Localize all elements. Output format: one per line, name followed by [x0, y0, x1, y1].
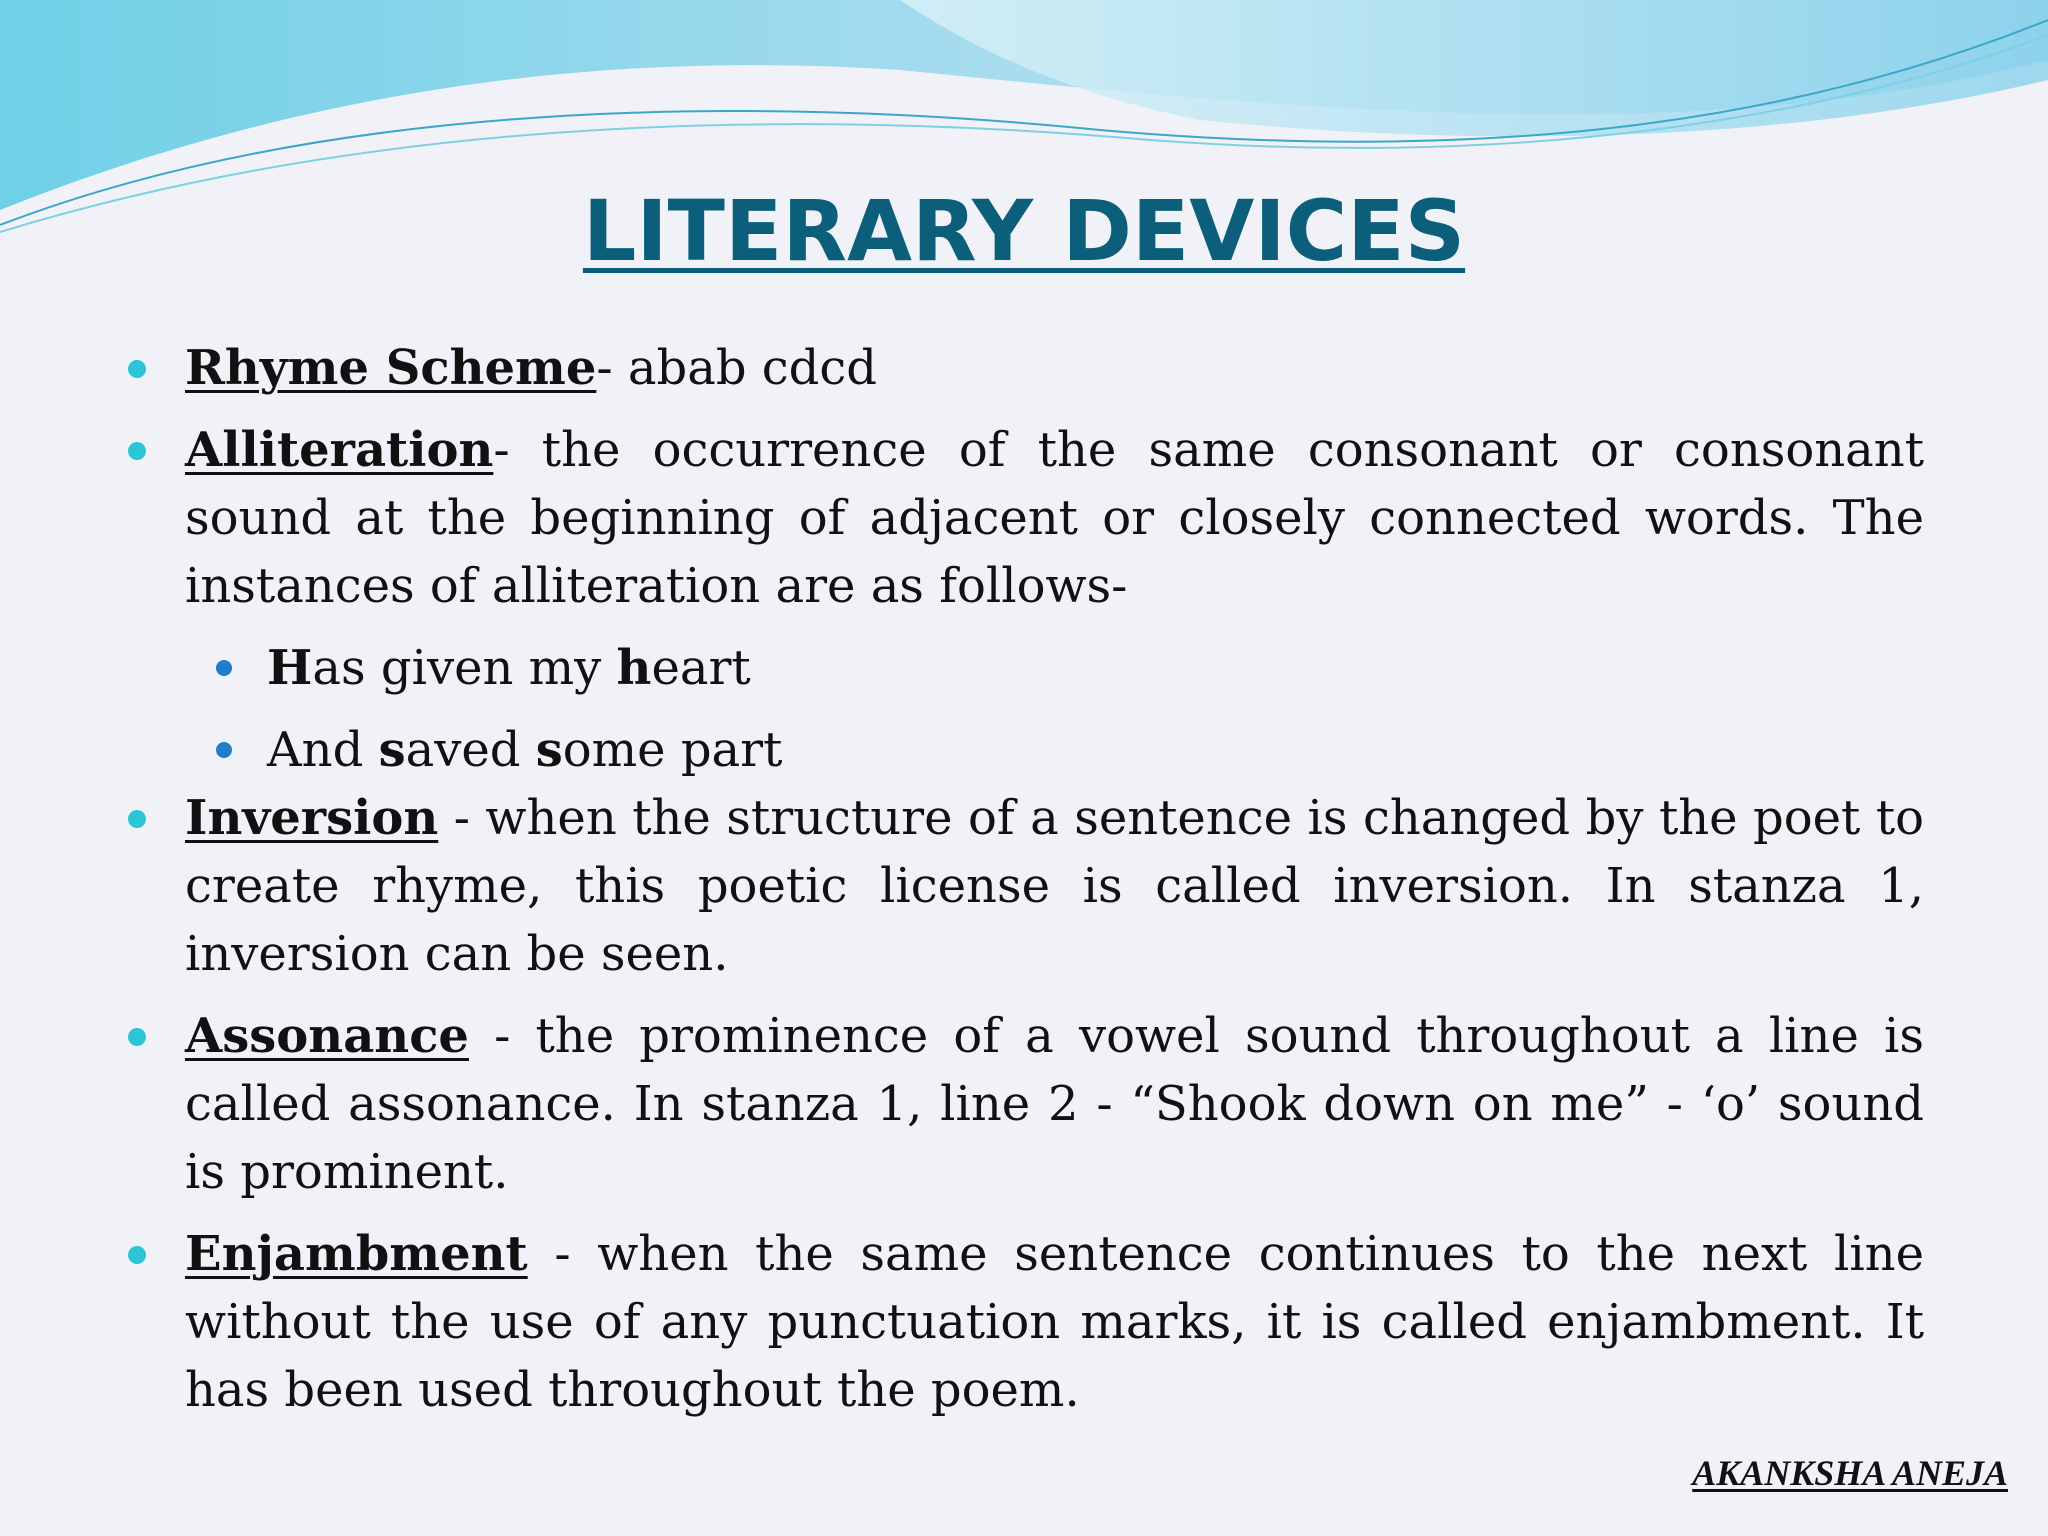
term-label: Assonance — [185, 1008, 469, 1064]
term-description: - when the structure of a sentence is changed by the poet to create rhyme, this poetic license is called inversion. In stanza 1, inversion can be seen. — [185, 790, 1924, 982]
sub-bullet-icon — [216, 660, 232, 676]
slide-title: LITERARY DEVICES — [582, 182, 1466, 280]
author-credit: AKANKSHA ANEJA — [1692, 1453, 2008, 1493]
term-description: - abab cdcd — [596, 340, 878, 396]
example-text: eart — [651, 640, 751, 696]
list-item-assonance — [128, 1002, 1924, 1206]
example-text: as given my — [312, 640, 617, 696]
list-item-alliteration — [128, 416, 1924, 620]
bullet-icon — [128, 810, 146, 828]
term-description: - when the same sentence continues to the next line without the use of any punctuation marks, it is called enjambment. It has been used throughout the poem. — [185, 1226, 1924, 1418]
alliteration-letter: H — [267, 640, 313, 696]
term-label: Inversion — [185, 790, 439, 846]
term-label: Alliteration — [185, 422, 494, 478]
bullet-icon — [128, 360, 146, 378]
slide-content — [128, 334, 1924, 1424]
term-label: Enjambment — [185, 1226, 528, 1282]
alliteration-letter: s — [378, 722, 406, 778]
bullet-icon — [128, 442, 146, 460]
term-description: - the occurrence of the same consonant or consonant sound at the beginning of adjacent or closely connected words. The instances of alliteration are as follows- — [185, 422, 1924, 614]
example-text: And — [267, 722, 379, 778]
sub-list-item — [128, 634, 1924, 702]
alliteration-letter: h — [616, 640, 652, 696]
example-text: aved — [405, 722, 536, 778]
term-description: - the prominence of a vowel sound throughout a line is called assonance. In stanza 1, line 2 - “Shook down on me” - ‘o’ sound is prominent. — [185, 1008, 1924, 1200]
bullet-icon — [128, 1028, 146, 1046]
term-label: Rhyme Scheme — [185, 340, 597, 396]
alliteration-letter: s — [535, 722, 563, 778]
list-item-enjambment — [128, 1220, 1924, 1424]
example-text: ome part — [562, 722, 783, 778]
list-item-inversion — [128, 784, 1924, 988]
bullet-icon — [128, 1246, 146, 1264]
sub-list-item — [128, 716, 1924, 784]
sub-bullet-icon — [216, 742, 232, 758]
list-item-rhyme-scheme — [128, 334, 1924, 402]
